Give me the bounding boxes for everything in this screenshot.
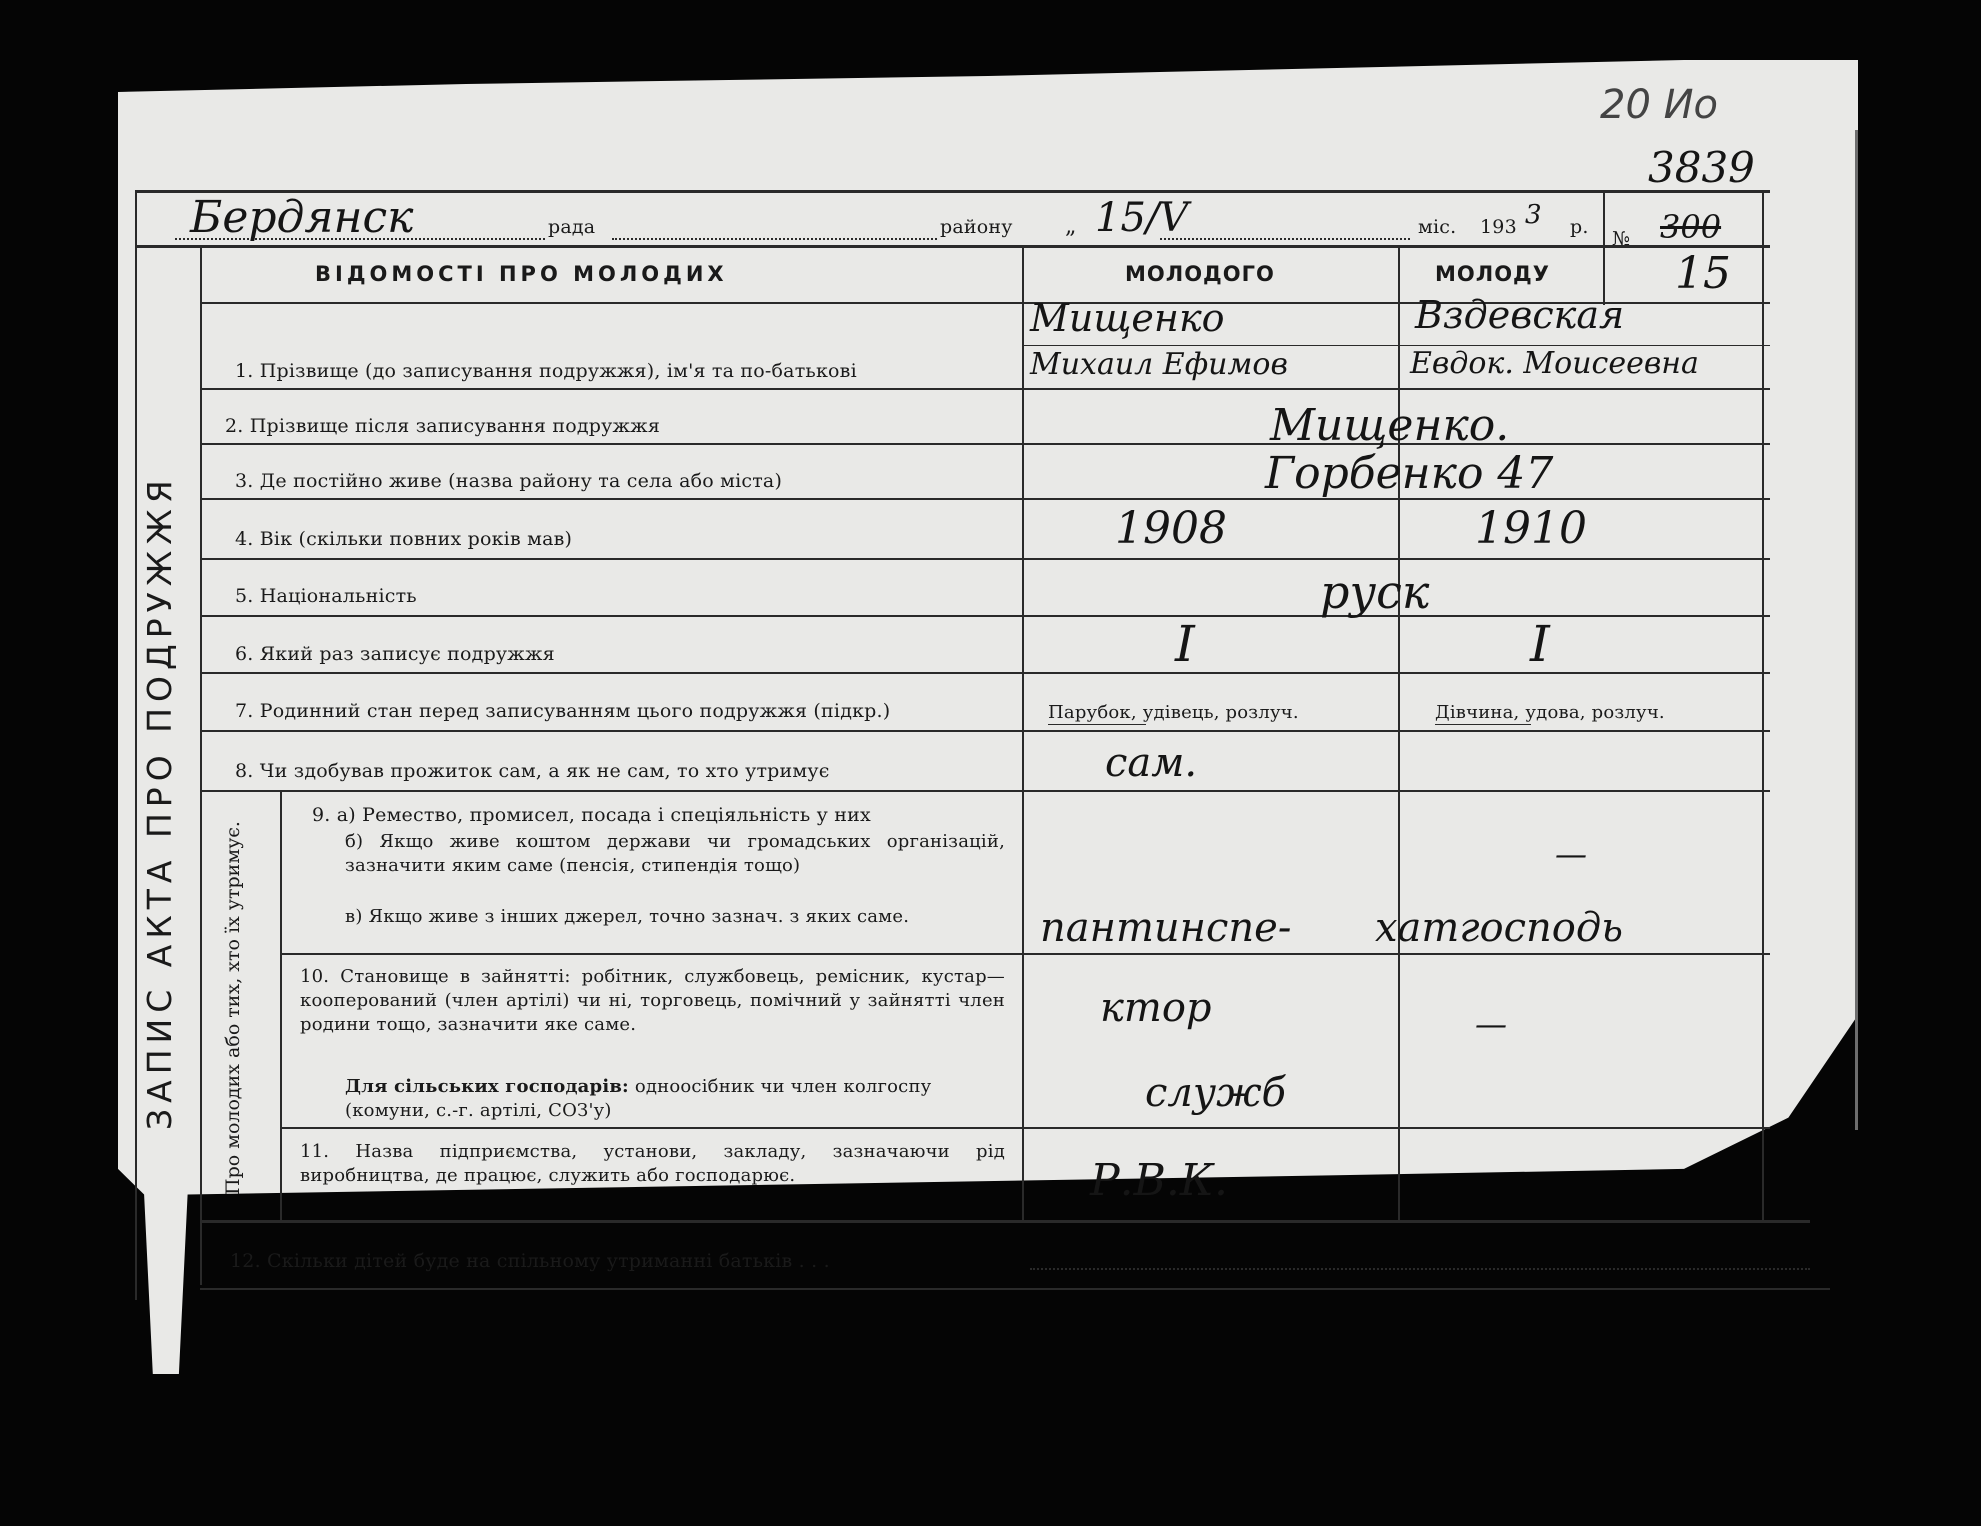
number-box-left (1603, 190, 1605, 305)
header-top-line (135, 245, 1770, 248)
row-9b-label: б) Якщо живе коштом держави чи громадських організацій, зазначити яким саме (пенсія, стипендія тощо) (345, 831, 1005, 876)
date-dotted-line (1160, 238, 1410, 240)
row-9c-label: в) Якщо живе з інших джерел, точно зазнач. з яких саме. (345, 906, 910, 927)
bride-new-surname: Мищенко. (1270, 400, 1510, 451)
groom-workplace: Р.В.К. (1090, 1155, 1228, 1206)
month-label: міс. (1418, 216, 1457, 238)
rada-dotted-line (612, 238, 937, 240)
row-8-label: 8. Чи здобував прожиток сам, а як не сам, то хто утримує (235, 760, 830, 782)
rayon-label: району (940, 216, 1013, 238)
table-bottom-line (200, 1220, 1810, 1223)
year-digit-handwritten: 3 (1525, 200, 1542, 230)
bride-times: I (1530, 615, 1550, 673)
groom-occupation-1: пантинспе- (1040, 905, 1292, 951)
form-bottom-line (200, 1288, 1830, 1290)
row-6-label: 6. Який раз записує подружжя (235, 643, 555, 665)
row-11-label: 11. Назва підприємства, установи, закладу, зазначаючи рід виробництва, де працює, служить або господарює. (300, 1141, 1005, 1186)
row-4-label: 4. Вік (скільки повних років мав) (235, 528, 573, 550)
row-10-farmers-tail: одноосібник чи член колгоспу (комуни, с.-г. артілі, СОЗ'у) (345, 1076, 932, 1121)
groom-times: I (1175, 615, 1195, 673)
groom-status-underline (1048, 724, 1146, 725)
year-suffix-label: р. (1570, 216, 1589, 238)
groom-support: сам. (1105, 740, 1198, 786)
row-sep-8 (200, 790, 1770, 792)
side-title: ЗАПИС АКТА ПРО ПОДРУЖЖЯ (140, 474, 179, 1130)
row-sep-10 (280, 1127, 1770, 1129)
rada-label: рада (548, 216, 596, 238)
row-7-label: 7. Родинний стан перед записуванням цього подружжя (підкр.) (235, 700, 891, 722)
row-3-label: 3. Де постійно живе (назва району та села або міста) (235, 470, 783, 492)
section-header: ВІДОМОСТІ ПРО МОЛОДИХ (315, 262, 728, 286)
row-12-dotted-line (1030, 1268, 1810, 1270)
paper-edge (1855, 130, 1858, 1130)
subtitle-column-line (280, 792, 282, 1220)
row-sep-1 (200, 388, 1770, 390)
number-struck-handwritten: 300 (1660, 208, 1722, 246)
corner-bottom-handwritten: 3839 (1648, 143, 1755, 192)
frame-left-line (135, 190, 137, 1300)
row-10-farmers-bold: Для сільських господарів: (345, 1076, 629, 1097)
row-10-farmers (345, 1075, 1005, 1123)
number-label: № (1612, 228, 1631, 250)
row-sep-2 (200, 443, 1770, 445)
bride-occupation: хатгосподь (1375, 905, 1624, 951)
groom-name: Михаил Ефимов (1030, 347, 1288, 382)
groom-header: МОЛОДОГО (1125, 262, 1275, 286)
number-handwritten: 15 (1675, 248, 1731, 299)
title-column-line (200, 245, 202, 1285)
date-open-quote: „ (1065, 214, 1077, 239)
groom-status-10: служб (1145, 1070, 1286, 1116)
side-subtitle: Про молодих або тих, хто їх утримує. (222, 821, 244, 1195)
row-12-label: 12. Скільки дітей буде на спільному утриманні батьків . . . (230, 1250, 830, 1272)
bride-header: МОЛОДУ (1435, 262, 1550, 286)
row-sep-7 (200, 730, 1770, 732)
dash-row-9: — (1555, 835, 1587, 873)
bride-age: 1910 (1475, 503, 1587, 554)
bride-name: Евдок. Моисеевна (1410, 346, 1699, 381)
year-prefix: 193 (1480, 216, 1517, 238)
bride-column-line (1398, 245, 1400, 1220)
dash-row-10: — (1475, 1005, 1507, 1043)
corner-top-pencil: 20 Ио (1600, 82, 1719, 128)
bride-status-underline (1435, 724, 1531, 725)
row-2-label: 2. Прізвище після записування подружжя (225, 415, 661, 437)
residence-handwritten: Горбенко 47 (1265, 448, 1554, 499)
groom-age: 1908 (1115, 503, 1227, 554)
groom-occupation-2: ктор (1100, 985, 1212, 1031)
groom-column-line (1022, 245, 1024, 1220)
row-5-label: 5. Національність (235, 585, 417, 607)
row-9a-label: 9. а) Ремество, промисел, посада і спеціяльність у них (312, 804, 871, 826)
place-handwritten: Бердянск (190, 192, 414, 243)
row-sep-4 (200, 558, 1770, 560)
row-10-label: 10. Становище в зайнятті: робітник, службовець, ремісник, кустар—кооперований (член артілі) чи ні, торговець, помічний у зайнятті член родини тощо, зазначити яке саме. (300, 966, 1005, 1035)
groom-status-options: Парубок, удівець, розлуч. (1048, 702, 1299, 723)
bride-surname: Вздевская (1415, 293, 1625, 337)
groom-surname: Мищенко (1030, 296, 1225, 340)
row-sep-9 (280, 953, 1770, 955)
nationality-handwritten: руск (1320, 565, 1430, 619)
row-1-label: 1. Прізвище (до записування подружжя), ім'я та по-батькові (235, 360, 857, 382)
date-handwritten: 15/V (1095, 195, 1189, 241)
bride-status-options: Дівчина, удова, розлуч. (1435, 702, 1665, 723)
